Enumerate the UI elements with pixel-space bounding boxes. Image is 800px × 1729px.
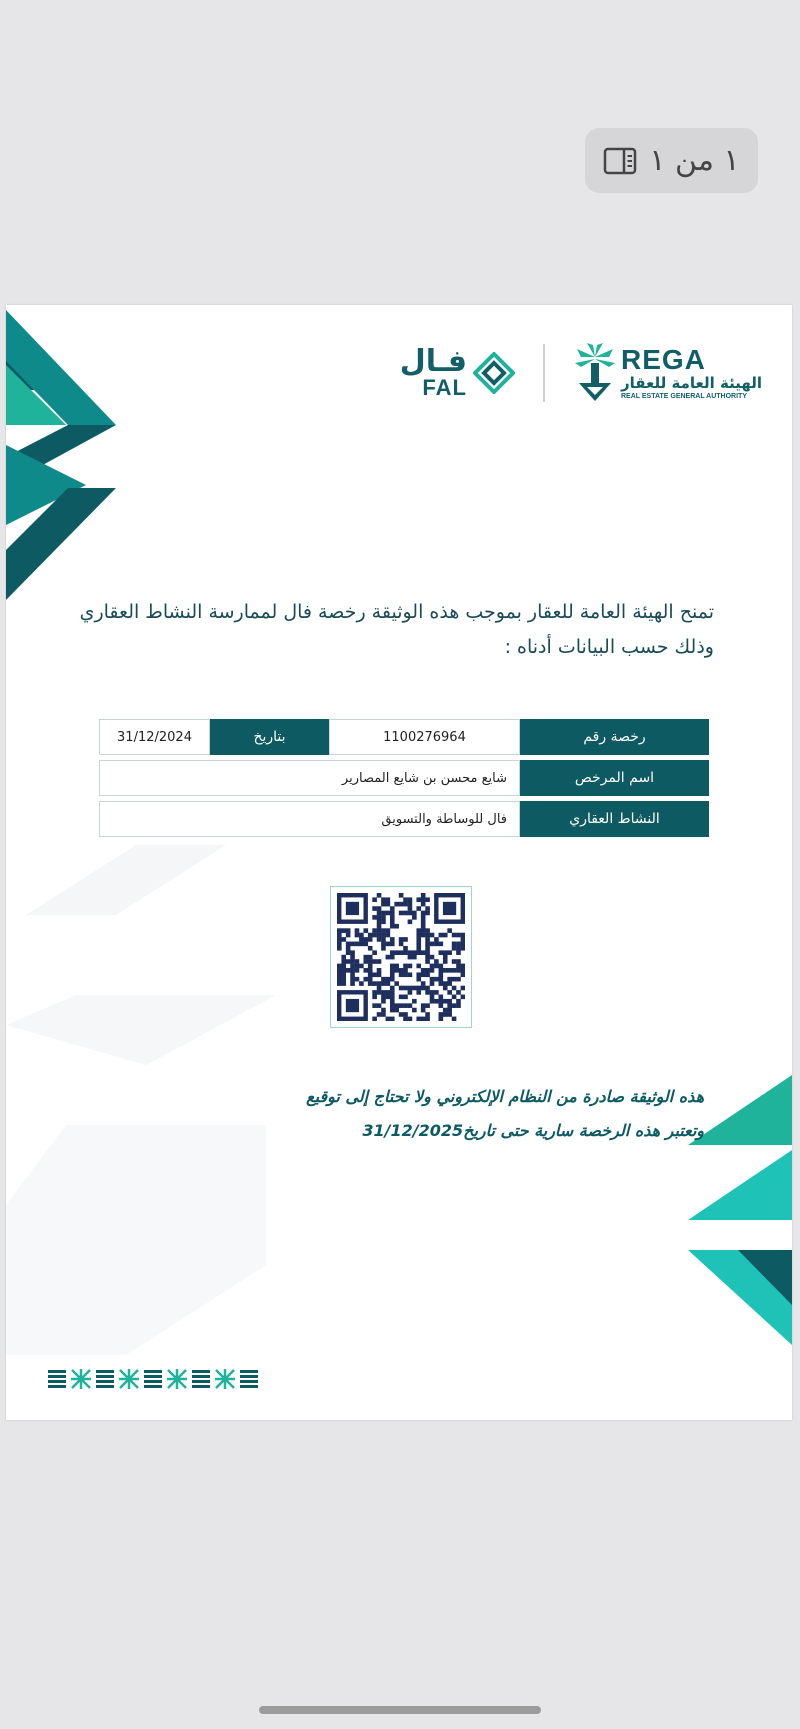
license-number-label: رخصة رقم (520, 719, 709, 755)
activity-value: فال للوساطة والتسويق (99, 801, 520, 837)
qr-code-icon (337, 893, 465, 1021)
footer-line-2: وتعتبر هذه الرخصة سارية حتى تاريخ31/12/2025 (362, 1121, 704, 1140)
rega-logo-subtitle: REAL ESTATE GENERAL AUTHORITY (620, 393, 747, 400)
home-indicator[interactable] (259, 1706, 541, 1714)
fal-logo-english: FAL (422, 375, 467, 400)
rega-logo-english: REGA (620, 344, 706, 375)
palm-tree-icon (573, 343, 617, 403)
decorative-pattern-band (46, 1368, 261, 1390)
licensee-name-label: اسم المرخص (520, 760, 709, 796)
license-number-value: 1100276964 (329, 719, 520, 755)
qr-code (330, 886, 472, 1028)
logo-divider (543, 344, 545, 402)
decorative-background (6, 305, 792, 1420)
rega-logo (573, 343, 762, 403)
license-document (6, 305, 792, 1420)
table-row (99, 801, 709, 837)
footer-line-1: هذه الوثيقة صادرة من النظام الإلكتروني ولا تحتاج إلى توقيع (306, 1087, 704, 1106)
licensee-name-value: شايع محسن بن شايع المصارير (99, 760, 520, 796)
activity-label: النشاط العقاري (520, 801, 709, 837)
license-date-label: بتاريخ (210, 719, 329, 755)
page-count-label: ١ من ١ (649, 143, 740, 178)
header-logos (400, 343, 762, 403)
fal-diamond-icon (473, 352, 515, 394)
table-row (99, 719, 709, 755)
fal-logo (399, 344, 515, 400)
intro-paragraph: تمنح الهيئة العامة للعقار بموجب هذه الوثيقة رخصة فال لممارسة النشاط العقاري وذلك حسب البيانات أدناه : (79, 601, 714, 658)
page-indicator[interactable] (585, 128, 758, 193)
validity-statement (104, 1080, 704, 1148)
license-date-value: 31/12/2024 (99, 719, 210, 755)
fal-logo-arabic: فـال (399, 344, 467, 379)
table-row (99, 760, 709, 796)
rega-logo-arabic: الهيئة العامة للعقار (620, 374, 762, 392)
sidebar-panel-icon (603, 147, 637, 175)
license-info-table (99, 714, 709, 842)
